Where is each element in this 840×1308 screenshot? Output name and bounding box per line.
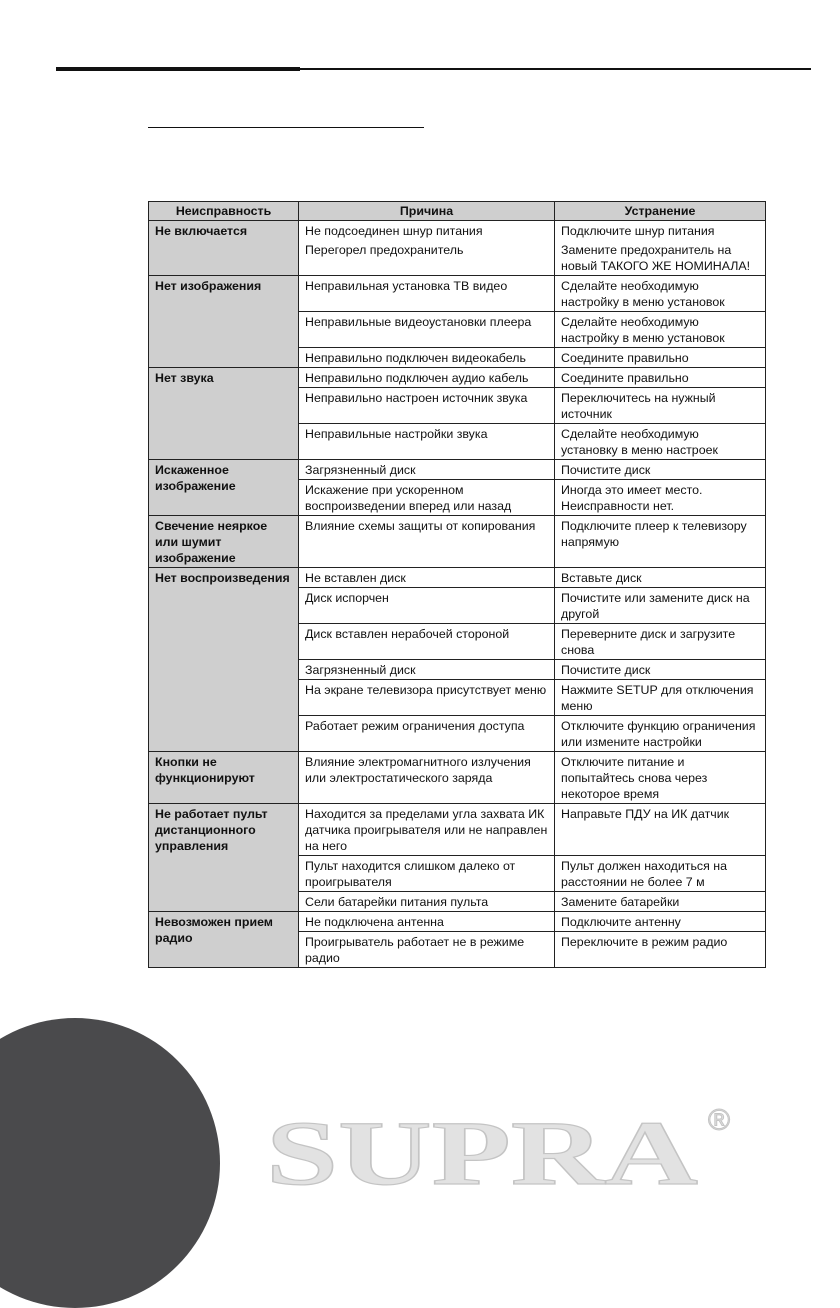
table-header-row <box>149 202 766 221</box>
fix-cell: Почистите диск <box>555 460 766 480</box>
cause-cell: Загрязненный диск <box>299 660 555 680</box>
fix-cell: Подключите антенну <box>555 912 766 932</box>
fix-cell: Вставьте диск <box>555 568 766 588</box>
page-corner-decoration <box>0 1018 220 1308</box>
fault-cell: Нет звука <box>149 368 299 460</box>
table-row <box>149 752 766 804</box>
fix-cell: Иногда это имеет место. Неисправности нет. <box>555 480 766 516</box>
table-row <box>149 804 766 856</box>
cause-cell: Диск испорчен <box>299 588 555 624</box>
fix-cell: Соедините правильно <box>555 368 766 388</box>
fix-cell: Замените батарейки <box>555 892 766 912</box>
cause-cell: Сели батарейки питания пульта <box>299 892 555 912</box>
troubleshooting-table <box>148 201 766 968</box>
cause-cell: Находится за пределами угла захвата ИК датчика проигрывателя или не направлен на него <box>299 804 555 856</box>
cause-cell: Не вставлен диск <box>299 568 555 588</box>
fix-cell: Переключите в режим радио <box>555 932 766 968</box>
fault-cell: Нет воспроизведения <box>149 568 299 752</box>
cause-cell: Пульт находится слишком далеко от проигрывателя <box>299 856 555 892</box>
cause-cell: Влияние схемы защиты от копирования <box>299 516 555 568</box>
cause-cell: Неправильно настроен источник звука <box>299 388 555 424</box>
cause-cell: Не подключена антенна <box>299 912 555 932</box>
fix-cell: Нажмите SETUP для отключения меню <box>555 680 766 716</box>
table-body <box>149 221 766 968</box>
fault-cell: Невозможен прием радио <box>149 912 299 968</box>
column-header-cause: Причина <box>299 202 555 221</box>
cause-cell: Влияние электромагнитного излучения или электростатического заряда <box>299 752 555 804</box>
supra-logo <box>262 1100 742 1190</box>
table-row <box>149 912 766 932</box>
column-header-fix: Устранение <box>555 202 766 221</box>
fix-cell: Сделайте необходимую установку в меню настроек <box>555 424 766 460</box>
fix-cell: Сделайте необходимую настройку в меню установок <box>555 312 766 348</box>
fix-cell: Сделайте необходимую настройку в меню установок <box>555 276 766 312</box>
fix-line: Замените предохранитель на новый ТАКОГО ЖЕ НОМИНАЛА! <box>561 243 751 273</box>
registered-mark: ® <box>708 1104 731 1137</box>
table-row <box>149 568 766 588</box>
fix-cell: Отключите функцию ограничения или измените настройки <box>555 716 766 752</box>
cause-cell: Неправильно подключен аудио кабель <box>299 368 555 388</box>
table-row <box>149 460 766 480</box>
fix-cell: Переключитесь на нужный источник <box>555 388 766 424</box>
cause-cell: Диск вставлен нерабочей стороной <box>299 624 555 660</box>
fix-cell: Соедините правильно <box>555 348 766 368</box>
header-rule-accent <box>56 67 300 71</box>
fault-cell: Не включается <box>149 221 299 276</box>
fault-cell: Искаженное изображение <box>149 460 299 516</box>
section-title-underline <box>148 127 424 128</box>
fix-cell <box>555 221 766 276</box>
fix-cell: Почистите или замените диск на другой <box>555 588 766 624</box>
cause-cell: Неправильная установка ТВ видео <box>299 276 555 312</box>
fix-cell: Подключите плеер к телевизору напрямую <box>555 516 766 568</box>
cause-cell: Неправильные настройки звука <box>299 424 555 460</box>
cause-cell <box>299 221 555 276</box>
fault-cell: Не работает пульт дистанционного управления <box>149 804 299 912</box>
fault-cell: Свечение неяркое или шумит изображение <box>149 516 299 568</box>
fault-cell: Нет изображения <box>149 276 299 368</box>
fix-line: Подключите шнур питания <box>561 224 715 238</box>
column-header-fault: Неисправность <box>149 202 299 221</box>
fix-cell: Почистите диск <box>555 660 766 680</box>
brand-wordmark: SUPRA <box>266 1102 698 1190</box>
cause-line: Не подсоединен шнур питания <box>305 224 483 238</box>
table-row <box>149 221 766 276</box>
cause-cell: Искажение при ускоренном воспроизведении вперед или назад <box>299 480 555 516</box>
fix-cell: Переверните диск и загрузите снова <box>555 624 766 660</box>
table-row <box>149 276 766 312</box>
cause-line: Перегорел предохранитель <box>305 243 464 257</box>
cause-cell: Неправильно подключен видеокабель <box>299 348 555 368</box>
fix-cell: Направьте ПДУ на ИК датчик <box>555 804 766 856</box>
cause-cell: Неправильные видеоустановки плеера <box>299 312 555 348</box>
fault-cell: Кнопки не функционируют <box>149 752 299 804</box>
table-row <box>149 368 766 388</box>
fix-cell: Пульт должен находиться на расстоянии не более 7 м <box>555 856 766 892</box>
cause-cell: Проигрыватель работает не в режиме радио <box>299 932 555 968</box>
cause-cell: На экране телевизора присутствует меню <box>299 680 555 716</box>
cause-cell: Работает режим ограничения доступа <box>299 716 555 752</box>
fix-cell: Отключите питание и попытайтесь снова через некоторое время <box>555 752 766 804</box>
cause-cell: Загрязненный диск <box>299 460 555 480</box>
table-row <box>149 516 766 568</box>
